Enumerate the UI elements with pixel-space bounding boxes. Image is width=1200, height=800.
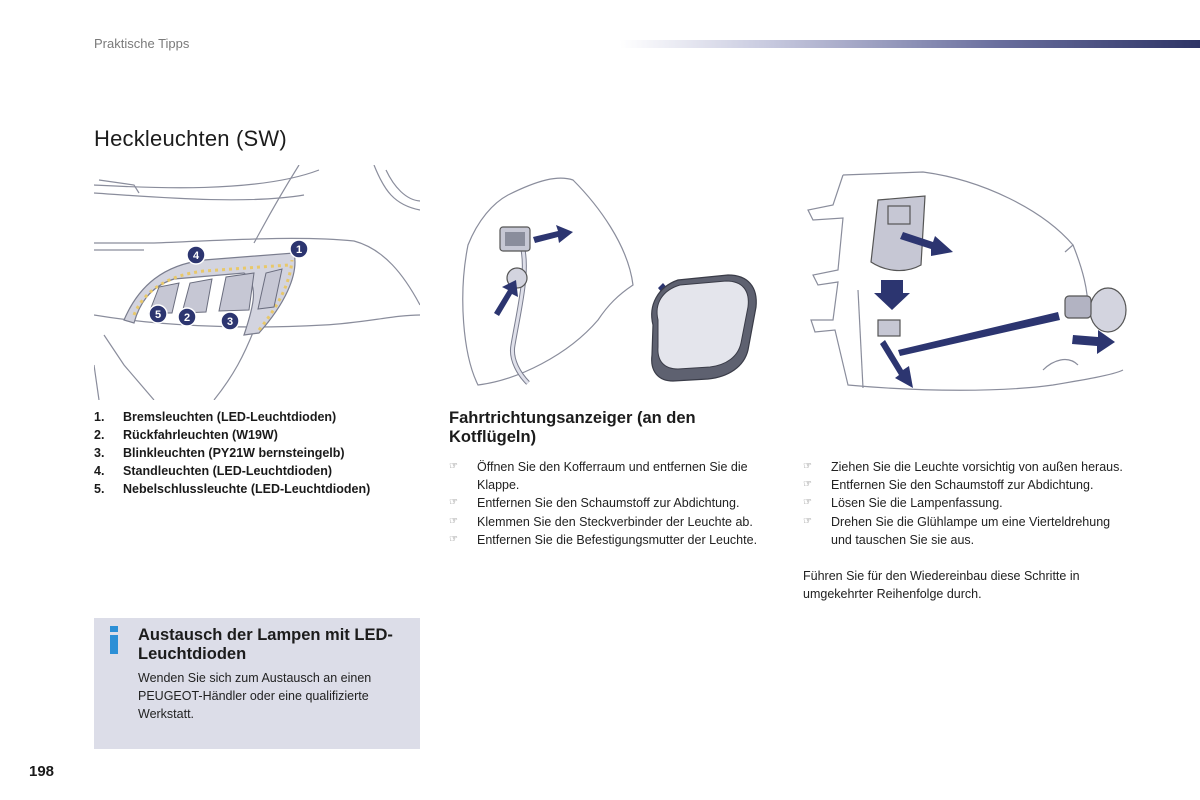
lamp-removal-figure [803,170,1133,395]
rear-lights-figure [94,165,420,400]
callout-4 [187,246,205,264]
pointing-hand-icon: ☞ [803,479,812,491]
list-item: ☞ Ziehen Sie die Leuchte vorsichtig von außen heraus. [803,458,1133,476]
pointing-hand-icon: ☞ [449,461,458,472]
list-item: ☞ Entfernen Sie die Befestigungsmutter der Leuchte. [449,531,779,549]
info-box [94,618,420,749]
list-item: ☞ Lösen Sie die Lampenfassung. [803,494,1133,512]
bulb-legend [94,408,370,498]
pointing-hand-icon: ☞ [803,461,812,472]
pointing-hand-icon: ☞ [449,497,458,509]
page-title: Heckleuchten (SW) [94,126,287,151]
list-item: ☞ Drehen Sie die Glühlampe um eine Vierteldrehung und tauschen Sie sie aus. [803,514,1111,547]
callout-3 [221,312,239,330]
header-gradient-bar [620,40,1200,48]
list-item: ☞ Entfernen Sie den Schaumstoff zur Abdichtung. [803,476,1133,494]
pointing-hand-icon: ☞ [803,515,812,527]
list-item: ☞ Öffnen Sie den Kofferraum und entfernen Sie die Klappe. [449,460,748,493]
pointing-hand-icon: ☞ [449,515,458,527]
svg-text:1: 1 [295,244,303,256]
callout-5 [149,305,167,323]
legend-item: 4. Standleuchten (LED-Leuchtdioden) [94,464,333,478]
info-icon [107,625,121,655]
list-item: ☞ Entfernen Sie den Schaumstoff zur Abdichtung. [449,494,779,512]
info-text: Wenden Sie sich zum Austausch an einen PEUGEOT-Händler oder eine qualifizierte Werkstatt. [138,671,372,722]
pointing-hand-icon: ☞ [803,497,812,509]
legend-item: 5. Nebelschlussleuchte (LED-Leuchtdioden) [94,482,371,496]
svg-text:5: 5 [154,309,162,321]
legend-item: 3. Blinkleuchten (PY21W bernsteingelb) [94,446,345,460]
section-header: Praktische Tipps [94,36,190,51]
steps-list-left [449,458,779,549]
section-subheading: Fahrtrichtungsanzeiger (an den Kotflügeln) [449,409,696,446]
svg-text:4: 4 [192,250,200,262]
info-title: Austausch der Lampen mit LED-Leuchtdioden [138,626,393,663]
steps-list-right [803,458,1133,549]
list-item: ☞ Klemmen Sie den Steckverbinder der Leuchte ab. [449,513,779,531]
legend-item: 1. Bremsleuchten (LED-Leuchtdioden) [94,410,337,424]
pointing-hand-icon: ☞ [449,533,458,545]
svg-text:3: 3 [226,316,234,328]
indicator-figure [458,175,774,390]
closing-note: Führen Sie für den Wiedereinbau diese Schritte in umgekehrter Reihenfolge durch. [803,569,1080,602]
svg-text:2: 2 [183,312,191,324]
page-number: 198 [29,763,55,780]
callout-1 [290,240,308,258]
callout-2 [178,308,196,326]
legend-item: 2. Rückfahrleuchten (W19W) [94,428,278,442]
